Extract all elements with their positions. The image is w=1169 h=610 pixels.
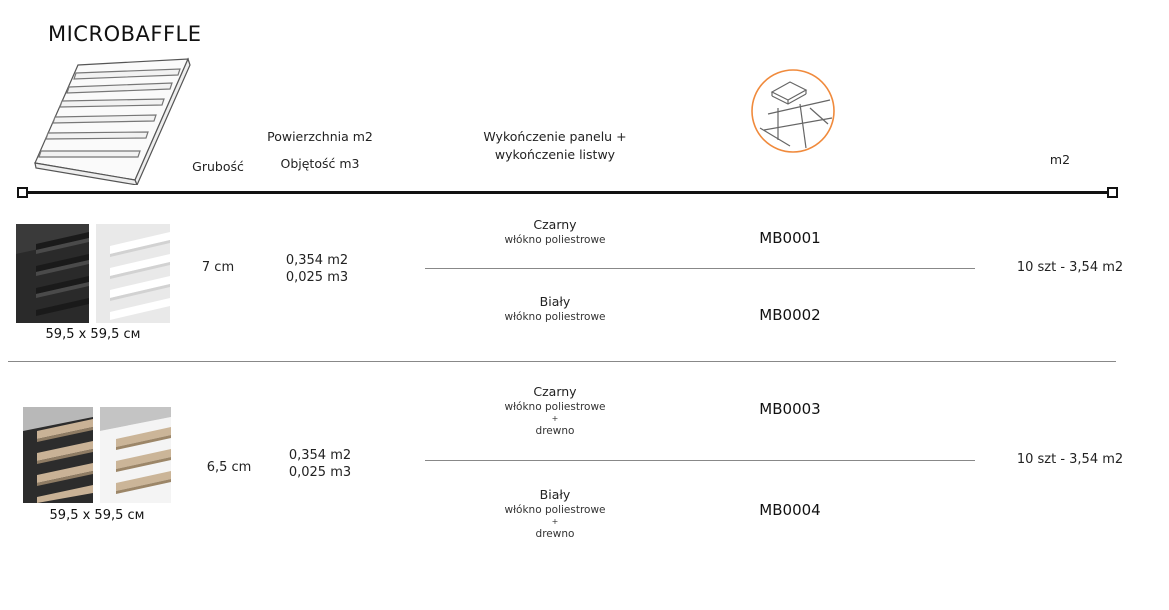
variant-color: Czarny — [533, 217, 577, 232]
surface-volume-values — [262, 252, 372, 286]
sample-white-panel-image — [96, 224, 170, 323]
product-code: MB0003 — [759, 400, 821, 418]
line-end-marker — [1107, 187, 1118, 198]
variant-finish — [455, 383, 655, 438]
surface-value: 0,354 m2 — [285, 253, 349, 268]
variant-finish — [455, 293, 655, 324]
variant-plus: + — [551, 517, 559, 526]
package-quantity: 10 szt - 3,54 m2 — [1016, 260, 1124, 275]
row-divider — [8, 361, 1116, 362]
variant-color: Czarny — [533, 384, 577, 399]
variant-finish — [455, 216, 655, 247]
volume-value: 0,025 m3 — [288, 465, 352, 480]
page-title: MICROBAFFLE — [48, 22, 202, 46]
surface-volume-values — [265, 447, 375, 481]
variant-wood: drewno — [535, 528, 575, 540]
panel-size-label: 59,5 x 59,5 см — [49, 508, 145, 523]
header-volume: Objętość m3 — [280, 156, 360, 171]
variant-color: Biały — [539, 487, 571, 502]
variant-divider — [425, 268, 975, 269]
variant-material: włókno poliestrowe — [504, 401, 606, 413]
volume-value: 0,025 m3 — [285, 270, 349, 285]
header-divider — [22, 191, 1114, 194]
surface-value: 0,354 m2 — [288, 448, 352, 463]
header-finish-line1: Wykończenie panelu + — [483, 129, 627, 144]
variant-wood: drewno — [535, 425, 575, 437]
panel-size-label: 59,5 x 59,5 см — [45, 327, 141, 342]
product-code: MB0001 — [759, 229, 821, 247]
variant-finish — [455, 486, 655, 541]
thickness-value: 7 cm — [201, 260, 235, 275]
product-code: MB0004 — [759, 501, 821, 519]
variant-color: Biały — [539, 294, 571, 309]
ceiling-mount-icon — [750, 68, 836, 154]
header-m2: m2 — [1049, 152, 1071, 167]
thickness-value: 6,5 cm — [206, 460, 252, 475]
header-surface: Powierzchnia m2 — [267, 129, 373, 144]
sample-black-wood-panel-image — [23, 407, 93, 503]
variant-material: włókno poliestrowe — [504, 311, 606, 323]
header-finish-line2: wykończenie listwy — [494, 147, 616, 162]
panel-illustration-icon — [30, 55, 195, 185]
header-thickness: Grubość — [192, 159, 244, 174]
sample-white-wood-panel-image — [100, 407, 171, 503]
variant-plus: + — [551, 414, 559, 423]
variant-divider — [425, 460, 975, 461]
product-code: MB0002 — [759, 306, 821, 324]
variant-material: włókno poliestrowe — [504, 234, 606, 246]
sample-black-panel-image — [16, 224, 89, 323]
variant-material: włókno poliestrowe — [504, 504, 606, 516]
package-quantity: 10 szt - 3,54 m2 — [1016, 452, 1124, 467]
line-start-marker — [17, 187, 28, 198]
